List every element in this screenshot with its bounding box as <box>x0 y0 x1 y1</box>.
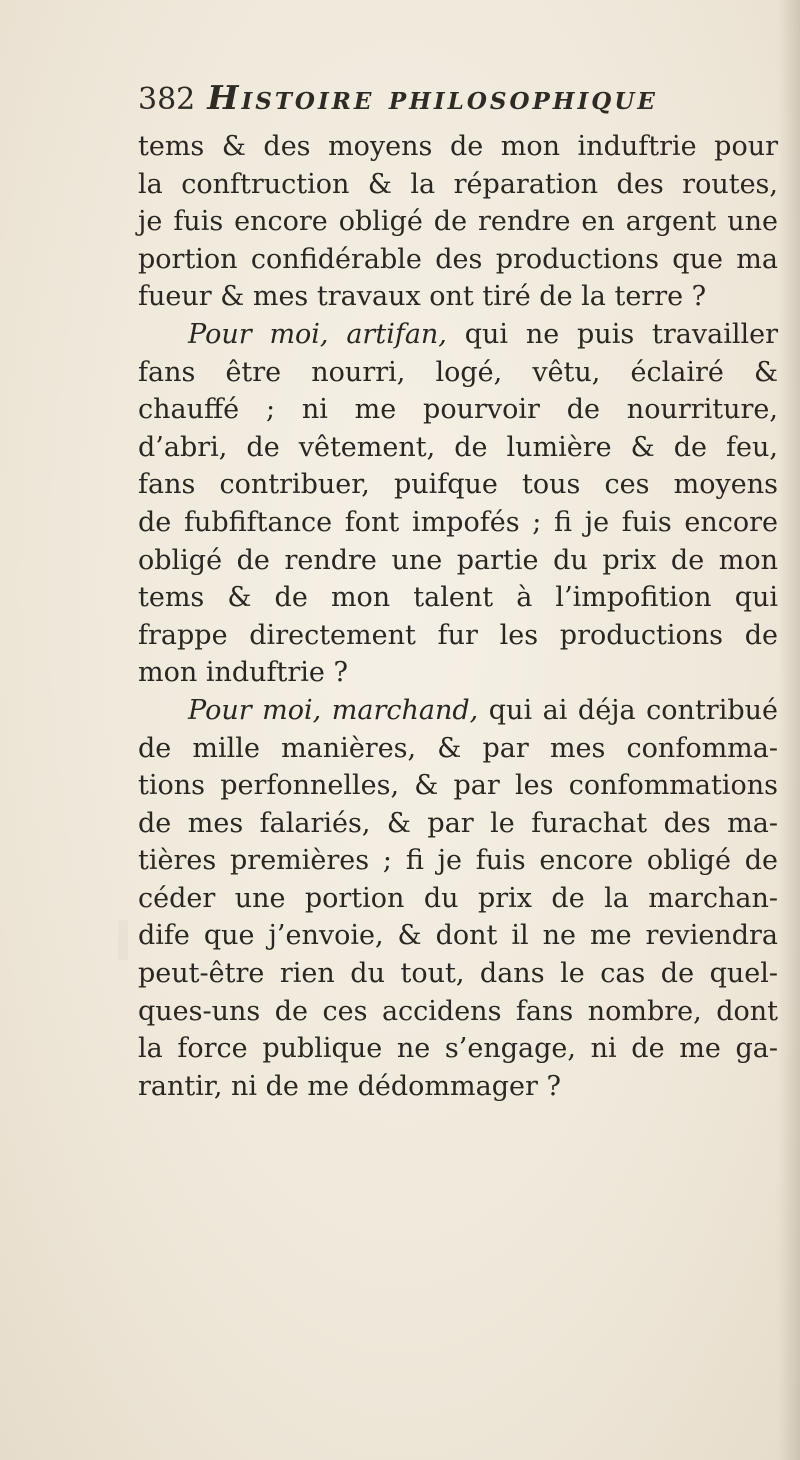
italic-speaker: Pour moi, artifan, <box>188 318 447 350</box>
binding-shadow <box>778 0 800 1460</box>
text-line <box>138 354 778 392</box>
text-line <box>138 767 778 805</box>
line-text: ques-uns de ces accidens fans nombre, dont <box>138 995 778 1027</box>
line-text: la force publique ne s’engage, ni de me ga- <box>138 1033 778 1065</box>
body-text <box>138 128 778 1105</box>
running-title: Histoire philosophique <box>207 78 658 117</box>
line-text: fans contribuer, puifque tous ces moyens <box>138 469 778 501</box>
text-line <box>138 542 778 580</box>
line-text: de mes falariés, & par le furachat des ma- <box>138 807 778 839</box>
text-line <box>138 241 778 279</box>
page-number: 382 <box>138 82 196 117</box>
text-line <box>138 917 778 955</box>
text-line <box>138 842 778 880</box>
text-line <box>138 203 778 241</box>
line-text: peut-être rien du tout, dans le cas de quel- <box>138 958 778 990</box>
line-text: de fubfiftance font impofés ; fi je fuis encore <box>138 506 778 538</box>
line-text: portion confidérable des productions que ma <box>138 243 778 275</box>
paper-stain <box>118 920 128 960</box>
line-text: la conftruction & la réparation des routes, <box>138 168 778 200</box>
line-text: rantir, ni de me dédommager ? <box>138 1070 561 1102</box>
text-line <box>138 1068 778 1106</box>
text-line <box>138 278 778 316</box>
line-text: dife que j’envoie, & dont il ne me reviendra <box>138 920 778 952</box>
text-line <box>138 955 778 993</box>
text-line <box>138 654 778 692</box>
text-line <box>138 993 778 1031</box>
text-line <box>138 1030 778 1068</box>
line-text: tières premières ; fi je fuis encore obligé de <box>138 845 778 877</box>
text-line <box>138 730 778 768</box>
text-line <box>138 166 778 204</box>
text-line <box>138 617 778 655</box>
line-text: je fuis encore obligé de rendre en argent une <box>138 206 778 238</box>
italic-speaker: Pour moi, marchand, <box>188 694 479 726</box>
line-text: mon induftrie ? <box>138 657 348 689</box>
line-text: d’abri, de vêtement, de lumière & de feu, <box>138 431 778 463</box>
text-line <box>138 391 778 429</box>
text-line <box>138 429 778 467</box>
text-line <box>138 805 778 843</box>
line-text: tions perfonnelles, & par les confommations <box>138 770 778 802</box>
line-text: de mille manières, & par mes confomma- <box>138 732 778 764</box>
line-text: tems & de mon talent à l’impofition qui <box>138 582 778 614</box>
text-line <box>138 466 778 504</box>
text-line <box>138 316 778 354</box>
line-text: frappe directement fur les productions de <box>138 619 778 651</box>
line-text: céder une portion du prix de la marchan- <box>138 882 778 914</box>
text-line <box>138 579 778 617</box>
line-text: qui ai déja contribué <box>478 694 778 726</box>
line-text: qui ne puis travailler <box>446 318 778 350</box>
line-text: tems & des moyens de mon induftrie pour <box>138 131 778 162</box>
line-text: obligé de rendre une partie du prix de mon <box>138 544 778 576</box>
text-line <box>138 880 778 918</box>
running-head <box>138 78 778 122</box>
text-line <box>138 692 778 730</box>
text-line <box>138 128 778 166</box>
text-line <box>138 504 778 542</box>
line-text: fueur & mes travaux ont tiré de la terre ? <box>138 281 707 313</box>
line-text: fans être nourri, logé, vêtu, éclairé & <box>138 356 778 388</box>
line-text: chauffé ; ni me pourvoir de nourriture, <box>138 394 778 426</box>
